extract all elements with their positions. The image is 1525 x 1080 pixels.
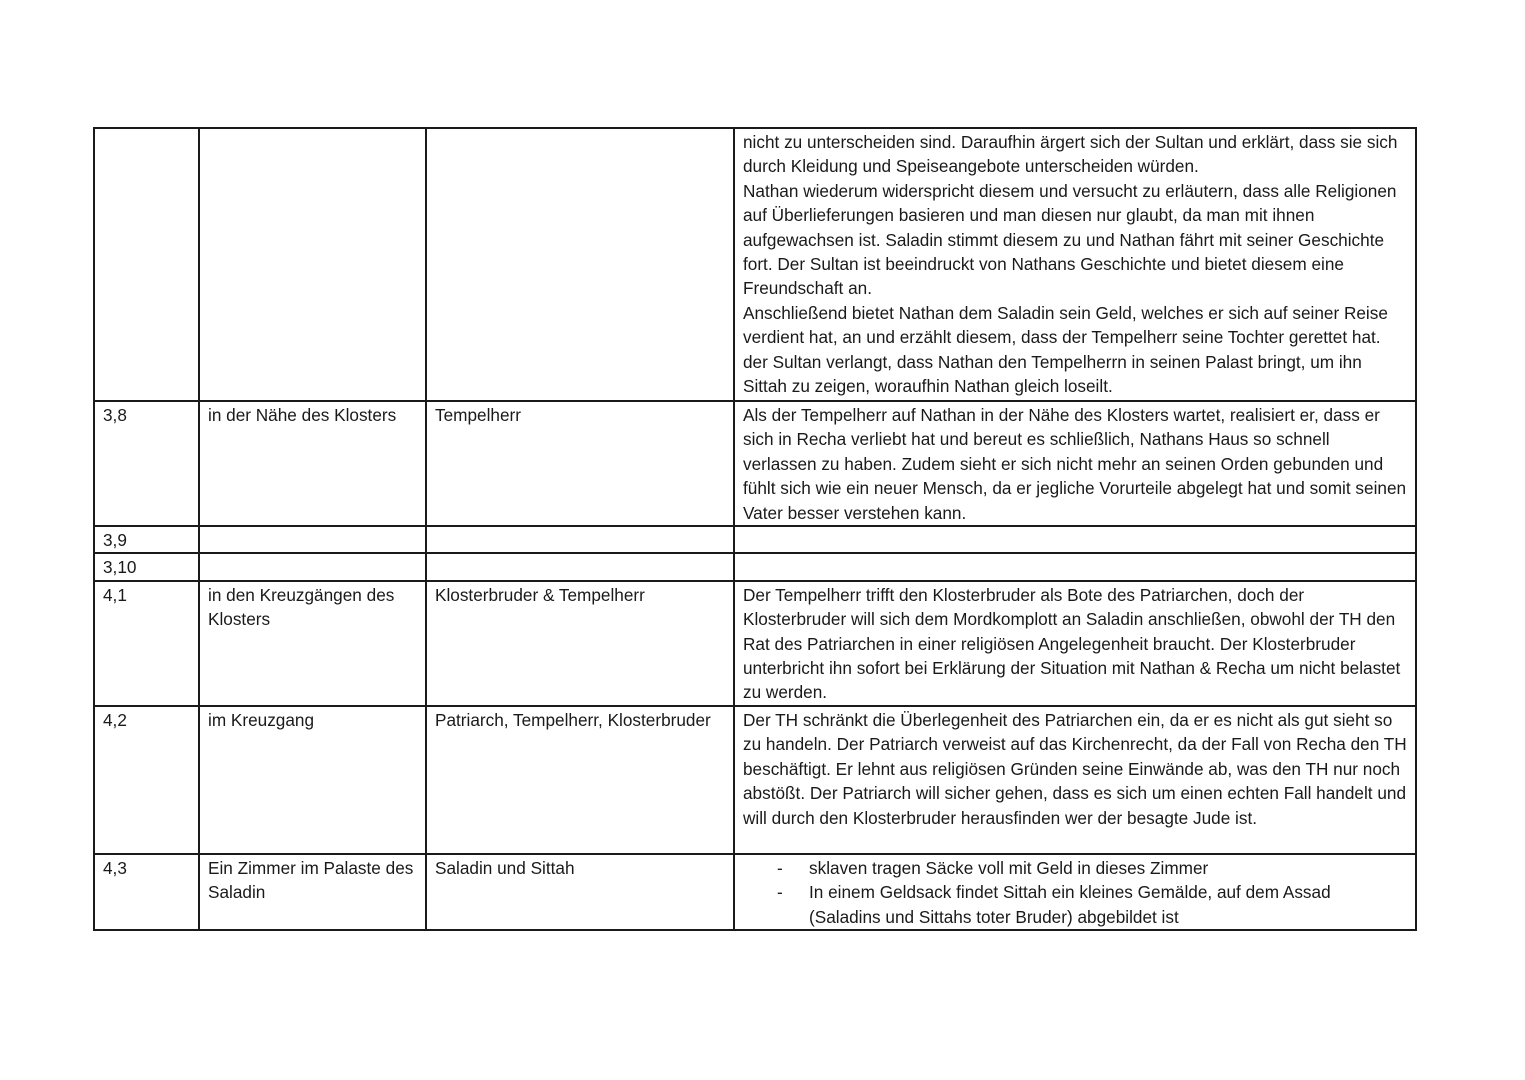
scene-cell: 4,3 (94, 854, 199, 930)
table-row (94, 401, 1416, 526)
scene-cell (94, 128, 199, 401)
content-cell (734, 128, 1416, 401)
place-cell (199, 128, 426, 401)
persons-cell (426, 128, 734, 401)
content-paragraph: Nathan wiederum widerspricht diesem und versucht zu erläutern, dass alle Religionen auf Überlieferungen basieren und man diesen nur glaubt, da man mit ihnen aufgewachsen ist. Saladin stimmt diesem zu und Nathan fährt mit seiner Geschichte fort. Der Sultan ist beeindruckt von Nathans Geschichte und bietet diesem eine Freundschaft an. (743, 180, 1397, 299)
scene-cell: 3,10 (94, 553, 199, 580)
persons-cell (426, 553, 734, 580)
persons-cell: Patriarch, Tempelherr, Klosterbruder (426, 706, 734, 854)
place-cell: im Kreuzgang (199, 706, 426, 854)
content-cell (734, 526, 1416, 553)
table-row (94, 553, 1416, 580)
persons-cell: Tempelherr (426, 401, 734, 526)
list-item: - sklaven tragen Säcke voll mit Geld in dieses Zimmer (809, 856, 1407, 880)
scene-cell: 3,9 (94, 526, 199, 553)
table-row (94, 526, 1416, 553)
scene-cell: 4,1 (94, 581, 199, 706)
place-cell (199, 526, 426, 553)
table-row (94, 706, 1416, 854)
scene-cell: 4,2 (94, 706, 199, 854)
place-cell: in den Kreuzgängen des Klosters (199, 581, 426, 706)
persons-cell: Saladin und Sittah (426, 854, 734, 930)
content-cell (734, 581, 1416, 706)
content-paragraph: Anschließend bietet Nathan dem Saladin sein Geld, welches er sich auf seiner Reise verdient hat, an und erzählt diesem, dass der Tempelherr seine Tochter gerettet hat. der Sultan verlangt, dass Nathan den Tempelherrn in seinen Palast bringt, um ihn Sittah zu zeigen, woraufhin Nathan gleich loseilt. (743, 302, 1388, 397)
persons-cell: Klosterbruder & Tempelherr (426, 581, 734, 706)
content-cell (734, 854, 1416, 930)
table-row (94, 854, 1416, 930)
scene-cell: 3,8 (94, 401, 199, 526)
content-cell (734, 706, 1416, 854)
content-cell (734, 553, 1416, 580)
content-cell (734, 401, 1416, 526)
content-paragraph: Der TH schränkt die Überlegenheit des Patriarchen ein, da er es nicht als gut sieht so zu handeln. Der Patriarch verweist auf das Kirchenrecht, da der Fall von Recha den TH beschäftigt. Er lehnt aus religiösen Gründen seine Einwände ab, was den TH nur noch abstößt. Der Patriarch will sicher gehen, dass es sich um einen echten Fall handelt und will durch den Klosterbruder herausfinden wer der besagte Jude ist. (743, 709, 1407, 828)
content-paragraph: nicht zu unterscheiden sind. Daraufhin ärgert sich der Sultan und erklärt, dass sie sich durch Kleidung und Speiseangebote unterscheiden würden. (743, 132, 1398, 177)
place-cell (199, 553, 426, 580)
list-item: - In einem Geldsack findet Sittah ein kleines Gemälde, auf dem Assad (Saladins und Sittahs toter Bruder) abgebildet ist (809, 880, 1407, 929)
persons-cell (426, 526, 734, 553)
place-cell: in der Nähe des Klosters (199, 401, 426, 526)
bullet-list (743, 856, 1407, 929)
table-row (94, 128, 1416, 401)
place-cell: Ein Zimmer im Palaste des Saladin (199, 854, 426, 930)
table-row (94, 581, 1416, 706)
content-paragraph: Der Tempelherr trifft den Klosterbruder als Bote des Patriarchen, doch der Klosterbruder will sich dem Mordkomplott an Saladin anschließen, obwohl der TH den Rat des Patriarchen in einer religiösen Angelegenheit braucht. Der Klosterbruder unterbricht ihn sofort bei Erklärung der Situation mit Nathan & Recha um nicht belastet zu werden. (743, 584, 1401, 703)
content-paragraph: Als der Tempelherr auf Nathan in der Nähe des Klosters wartet, realisiert er, dass er sich in Recha verliebt hat und bereut es schließlich, Nathans Haus so schnell verlassen zu haben. Zudem sieht er sich nicht mehr an seinen Orden gebunden und fühlt sich wie ein neuer Mensch, da er jegliche Vorurteile abgelegt hat und somit seinen Vater besser verstehen kann. (743, 405, 1407, 523)
scene-table (93, 127, 1417, 931)
